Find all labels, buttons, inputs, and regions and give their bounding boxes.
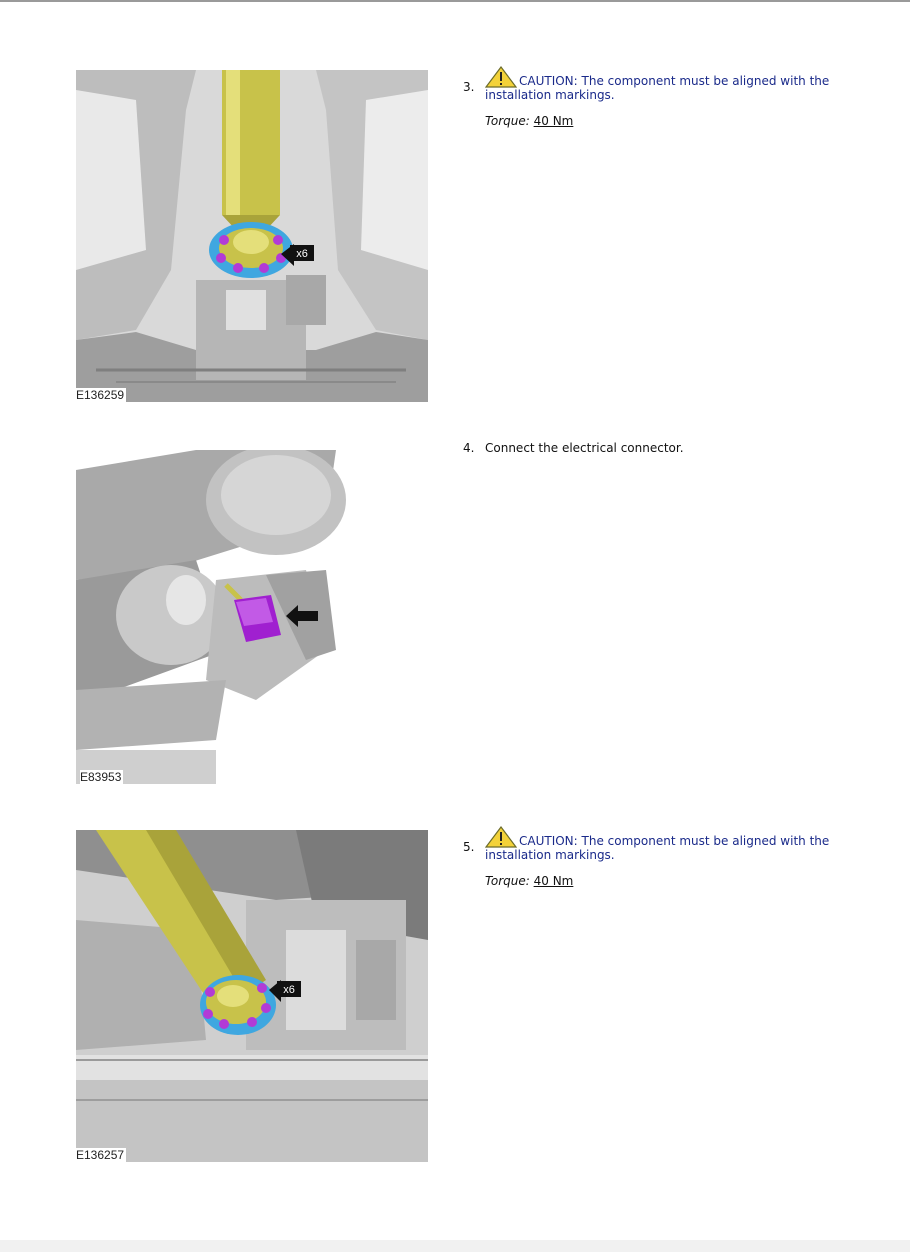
- callout-label: x6: [296, 248, 308, 260]
- caution-text: CAUTION: The component must be aligned with the installation markings.: [485, 826, 835, 862]
- torque-spec: [485, 114, 835, 128]
- figure-e83953: [76, 450, 428, 784]
- warning-triangle-icon: [485, 66, 517, 88]
- torque-label: Torque:: [485, 114, 530, 128]
- step-number: 3.: [463, 80, 475, 94]
- torque-value: 40 Nm: [533, 874, 574, 888]
- figure-e136257: [76, 830, 428, 1162]
- figure-e136259: [76, 70, 428, 402]
- step-number: 5.: [463, 840, 475, 854]
- torque-spec: [485, 874, 835, 888]
- callout-label: x6: [283, 984, 295, 996]
- electrical-connector-illustration: [76, 450, 428, 784]
- instruction-text: Connect the electrical connector.: [485, 441, 684, 455]
- bottom-rule: [0, 1240, 910, 1252]
- step-number: 4.: [463, 441, 475, 455]
- caution-text: CAUTION: The component must be aligned with the installation markings.: [485, 66, 835, 102]
- propshaft-front-flange-illustration: [76, 830, 428, 1162]
- figure-code: E83953: [80, 770, 122, 784]
- torque-value: 40 Nm: [533, 114, 574, 128]
- figure-code: E136257: [76, 1148, 125, 1162]
- propshaft-rear-flange-illustration: [76, 70, 428, 402]
- torque-label: Torque:: [485, 874, 530, 888]
- figure-code: E136259: [76, 388, 125, 402]
- top-rule: [0, 0, 910, 2]
- warning-triangle-icon: [485, 826, 517, 848]
